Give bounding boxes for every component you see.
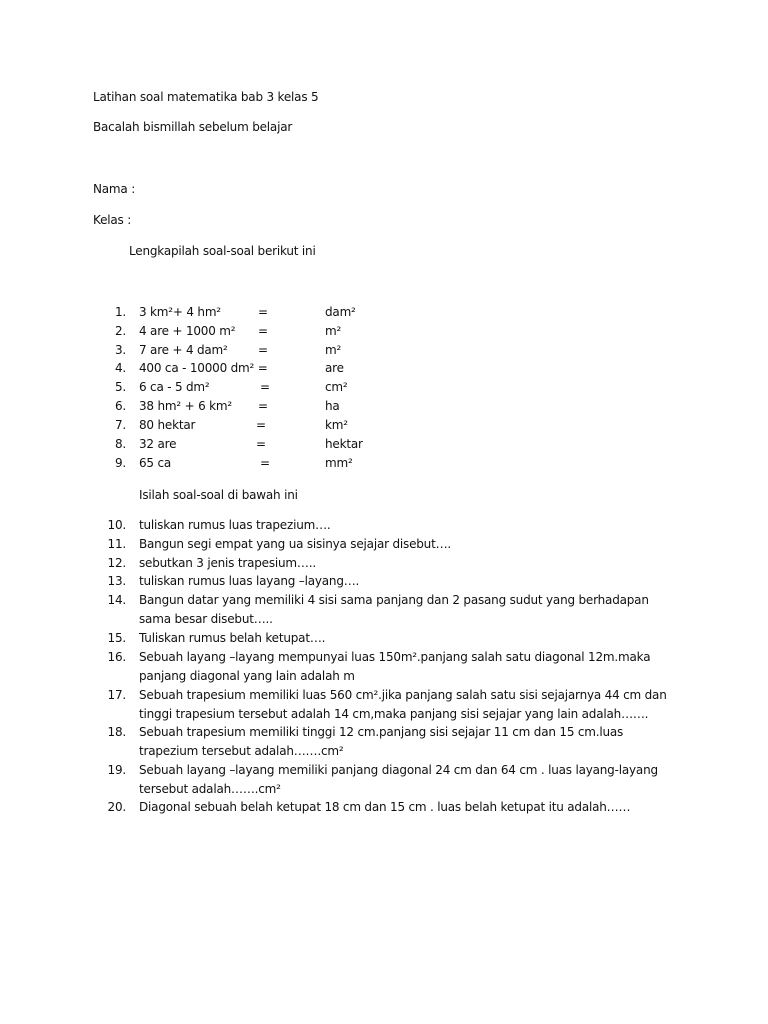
item-number: 7.	[114, 418, 126, 432]
question-text: tuliskan rumus luas layang –layang….	[139, 574, 360, 588]
list-item	[0, 360, 768, 379]
item-unit: dam²	[325, 305, 356, 319]
item-expression: 7 are + 4 dam²	[139, 343, 228, 357]
item-number: 5.	[114, 380, 126, 394]
item-unit: cm²	[325, 380, 348, 394]
item-number: 20.	[107, 800, 126, 814]
item-equals: =	[258, 324, 268, 338]
item-equals: =	[260, 456, 270, 470]
item-number: 17.	[107, 688, 126, 702]
section1-instruction: Lengkapilah soal-soal berikut ini	[129, 244, 316, 258]
item-equals: =	[258, 305, 268, 319]
item-number: 19.	[107, 763, 126, 777]
item-number: 1.	[114, 305, 126, 319]
list-item	[0, 455, 768, 474]
item-equals: =	[258, 399, 268, 413]
item-unit: ha	[325, 399, 340, 413]
list-item	[0, 436, 768, 455]
item-unit: m²	[325, 324, 342, 338]
item-expression: 3 km²+ 4 hm²	[139, 305, 221, 319]
page-title: Latihan soal matematika bab 3 kelas 5	[93, 90, 319, 104]
item-number: 13.	[107, 574, 126, 588]
item-unit: m²	[325, 343, 342, 357]
question-text: Tuliskan rumus belah ketupat….	[139, 631, 326, 645]
question-text: Diagonal sebuah belah ketupat 18 cm dan 15 cm . luas belah ketupat itu adalah……	[139, 800, 631, 814]
list-item	[0, 379, 768, 398]
item-unit: hektar	[325, 437, 363, 451]
item-equals: =	[256, 418, 266, 432]
item-expression: 38 hm² + 6 km²	[139, 399, 232, 413]
question-text: Sebuah layang –layang memiliki panjang diagonal 24 cm dan 64 cm . luas layang-layang tersebut adalah…….cm²	[139, 763, 658, 796]
question-text: Sebuah trapesium memiliki tinggi 12 cm.panjang sisi sejajar 11 cm dan 15 cm.luas trapezium tersebut adalah…….cm²	[139, 725, 624, 758]
item-unit: are	[325, 361, 344, 375]
item-expression: 6 ca - 5 dm²	[139, 380, 210, 394]
section2-instruction: Isilah soal-soal di bawah ini	[139, 488, 298, 502]
item-equals: =	[260, 380, 270, 394]
item-expression: 32 are	[139, 437, 177, 451]
item-number: 18.	[107, 725, 126, 739]
question-text: Sebuah trapesium memiliki luas 560 cm².jika panjang salah satu sisi sejajarnya 44 cm dan tinggi trapesium tersebut adalah 14 cm,maka panjang sisi sejajar yang lain adalah…….	[139, 688, 667, 721]
class-label: Kelas :	[93, 213, 132, 227]
item-number: 2.	[114, 324, 126, 338]
item-number: 3.	[114, 343, 126, 357]
item-number: 11.	[107, 537, 126, 551]
list-item	[0, 398, 768, 417]
item-number: 8.	[114, 437, 126, 451]
item-unit: mm²	[325, 456, 353, 470]
item-expression: 4 are + 1000 m²	[139, 324, 236, 338]
list-item	[0, 342, 768, 361]
list-item	[0, 417, 768, 436]
item-number: 4.	[114, 361, 126, 375]
item-number: 6.	[114, 399, 126, 413]
item-number: 14.	[107, 593, 126, 607]
item-equals: =	[258, 343, 268, 357]
list-item	[0, 323, 768, 342]
item-number: 12.	[107, 556, 126, 570]
greeting-text: Bacalah bismillah sebelum belajar	[93, 120, 293, 134]
question-text: Bangun segi empat yang ua sisinya sejajar disebut….	[139, 537, 451, 551]
question-text: sebutkan 3 jenis trapesium…..	[139, 556, 316, 570]
question-text: Bangun datar yang memiliki 4 sisi sama panjang dan 2 pasang sudut yang berhadapan sama besar disebut…..	[139, 593, 649, 626]
item-number: 10.	[107, 518, 126, 532]
question-text: Sebuah layang –layang mempunyai luas 150m².panjang salah satu diagonal 12m.maka panjang diagonal yang lain adalah m	[139, 650, 651, 683]
list-item	[0, 304, 768, 323]
question-text: tuliskan rumus luas trapezium….	[139, 518, 331, 532]
item-number: 16.	[107, 650, 126, 664]
name-label: Nama :	[93, 182, 136, 196]
item-expression: 65 ca	[139, 456, 172, 470]
item-expression: 400 ca - 10000 dm² =	[139, 361, 268, 375]
item-number: 15.	[107, 631, 126, 645]
item-unit: km²	[325, 418, 348, 432]
item-expression: 80 hektar	[139, 418, 196, 432]
item-equals: =	[256, 437, 266, 451]
item-number: 9.	[114, 456, 126, 470]
